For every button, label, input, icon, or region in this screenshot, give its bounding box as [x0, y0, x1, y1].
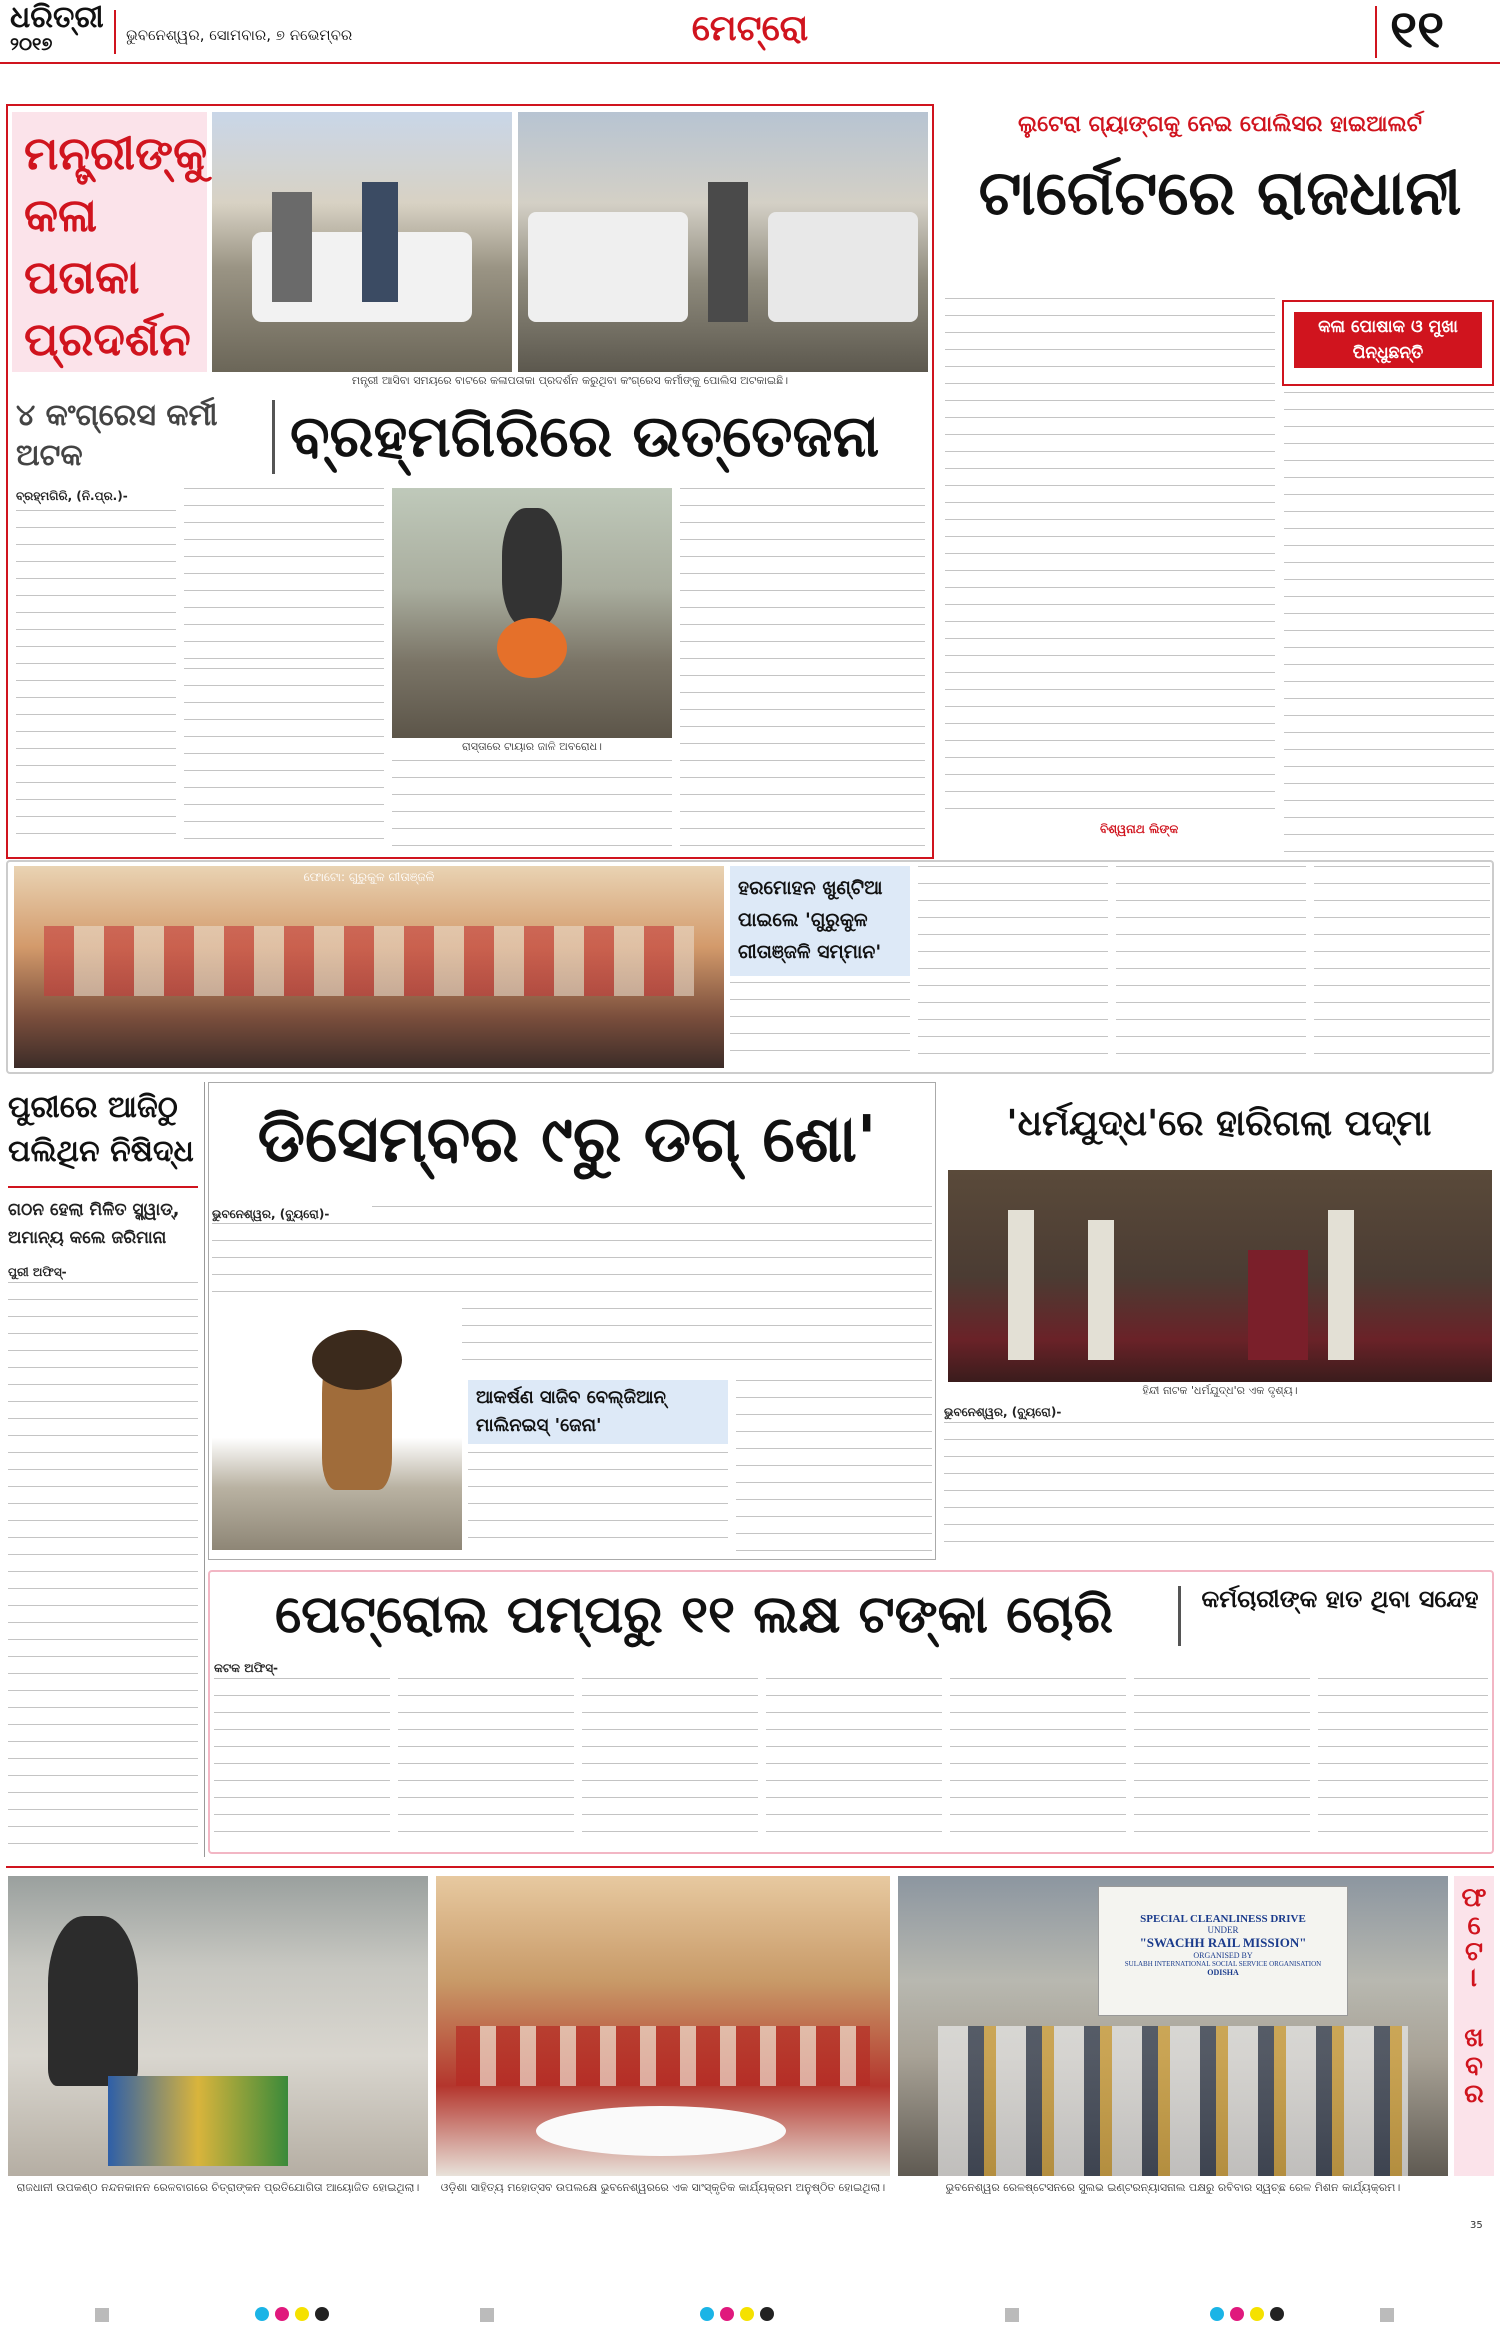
festival-photo: [436, 1876, 890, 2176]
masthead-divider: [114, 10, 116, 54]
page-number: ୧୧: [1390, 0, 1445, 60]
photo-news-label: ଫଟୋ ଖବର: [1460, 1886, 1490, 2110]
story6-body: [944, 1422, 1494, 1556]
gurukul-photo: [14, 866, 724, 1068]
painting-photo: [8, 1876, 428, 2176]
swachh-banner: [1098, 1886, 1348, 2016]
story7-body: [214, 1678, 1488, 1848]
story2-info-box: [1282, 300, 1494, 386]
drama-photo-caption: ହିନ୍ଦୀ ନାଟକ 'ଧର୍ମଯୁଦ୍ଧ'ର ଏକ ଦୃଶ୍ୟ।: [1142, 1384, 1298, 1397]
story3-headline: ହରମୋହନ ଖୁଣ୍ଟିଆ ପାଇଲେ 'ଗୁରୁକୁଳ ଗୀତାଞ୍ଜଳି ସମ୍ମାନ': [738, 877, 883, 963]
sub-kicker: ୪ କଂଗ୍ରେସ କର୍ମୀ ଅଟକ: [16, 398, 218, 473]
story2-kicker: ଲୁଟେରା ଗ୍ୟାଙ୍ଗକୁ ନେଇ ପୋଲିସର ହାଇଆଲର୍ଟ: [1018, 112, 1422, 137]
headline-divider: [272, 400, 275, 474]
story1-column-4: [392, 760, 672, 850]
story2-body-left: [945, 298, 1275, 818]
protest-photo-2: [518, 112, 928, 372]
kicker-box: [12, 112, 207, 372]
story5-headline: ଡିସେମ୍ବର ୯ରୁ ଡଗ୍ ଶୋ': [257, 1103, 877, 1177]
story1-dateline: ବ୍ରହ୍ମଗିରି, (ନି.ପ୍ର.)-: [16, 489, 128, 503]
story7-headline: ପେଟ୍ରୋଲ ପମ୍ପରୁ ୧୧ ଲକ୍ଷ ଟଙ୍କା ଚୋରି: [275, 1585, 1113, 1645]
festival-caption: ଓଡ଼ିଶା ସାହିତ୍ୟ ମହୋତ୍ସବ ଉପଲକ୍ଷେ ଭୁବନେଶ୍ୱରରେ ଏକ ସାଂସ୍କୃତିକ କାର୍ଯ୍ୟକ୍ରମ ଅନୁଷ୍ଠିତ ହୋଇଥିଲା।: [440, 2181, 886, 2194]
story1-column-3: [184, 668, 384, 848]
story6-headline: 'ଧର୍ମଯୁଦ୍ଧ'ରେ ହାରିଗଲା ପଦ୍ମା: [1006, 1103, 1432, 1144]
story3-body-col2: [918, 866, 1108, 1064]
column-divider: [204, 1082, 205, 1857]
dog-inset-title: ଆକର୍ଷଣ ସାଜିବ ବେଲ୍‌ଜିଆନ୍ ମାଲିନଇସ୍ 'ଜେନା': [476, 1387, 666, 1436]
story6-dateline: ଭୁବନେଶ୍ୱର, (ବ୍ୟୁରୋ)-: [944, 1405, 1062, 1419]
dateline: ଭୁବନେଶ୍ୱର, ସୋମବାର, ୭ ନଭେମ୍ବର: [126, 26, 353, 44]
story5-dateline: ଭୁବନେଶ୍ୱର, (ବ୍ୟୁରୋ)-: [212, 1206, 372, 1223]
story4-body: [8, 1282, 198, 1854]
story3-headline-box: [730, 866, 910, 976]
story3-body-col1: [730, 982, 910, 1064]
banner-line-5: SULABH INTERNATIONAL SOCIAL SERVICE ORGANISATION: [1124, 1960, 1322, 1968]
tyre-fire-caption: ରାସ୍ତାରେ ଟାୟାର ଜାଳି ଅବରୋଧ।: [462, 740, 602, 753]
story5-frame: [208, 1082, 936, 1560]
photo-news-label-box: [1454, 1876, 1494, 2176]
story7-side-head: କର୍ମଚାରୀଙ୍କ ହାତ ଥିବା ସନ୍ଦେହ: [1201, 1585, 1479, 1613]
banner-line-2: UNDER: [1207, 1925, 1239, 1935]
drama-photo: [948, 1170, 1492, 1382]
painting-caption: ରାଜଧାନୀ ଉପକଣ୍ଠ ନନ୍ଦନକାନନ ରେଳବାଗରେ ଚିତ୍ରାଙ୍କନ ପ୍ରତିଯୋଗିତା ଆୟୋଜିତ ହୋଇଥିଲା।: [16, 2181, 420, 2194]
kicker-text: ମନ୍ତ୍ରୀଙ୍କୁ କଳା ପତାକା ପ୍ରଦର୍ଶନ: [24, 126, 208, 366]
masthead-divider: [1375, 6, 1377, 58]
story1-headline: ବ୍ରହ୍ମଗିରିରେ ଉତ୍ତେଜନା: [290, 402, 880, 470]
story1-column-5: [680, 488, 925, 848]
story2-headline: ଟାର୍ଗେଟରେ ରାଜଧାନୀ: [978, 156, 1462, 229]
swachh-rail-photo: [898, 1876, 1448, 2176]
newspaper-logo: [10, 2, 110, 60]
print-marks: [0, 2300, 1500, 2330]
story1-column-1-body: [16, 510, 176, 848]
story4-headline: ପୁରୀରେ ଆଜିଠୁ ପଲିଥିନ ନିଷିଦ୍ଧ: [8, 1090, 194, 1169]
protest-photo-caption: ମନ୍ତ୍ରୀ ଆସିବା ସମୟରେ ବାଟରେ କଳାପତାକା ପ୍ରଦର୍ଶନ କରୁଥିବା କଂଗ୍ରେସ କର୍ମୀଙ୍କୁ ପୋଲିସ ଅଟକାଇଛି।: [351, 374, 789, 387]
gurukul-photo-title: ଫୋଟୋ: ଗୁରୁକୁଳ ଗୀତାଞ୍ଜଳି: [303, 870, 435, 884]
tyre-fire-photo: [392, 488, 672, 738]
logo-text: ଧରିତ୍ରୀ: [10, 0, 104, 35]
story1-column-2: [184, 488, 384, 663]
swachh-rail-caption: ଭୁବନେଶ୍ୱର ରେଳଷ୍ଟେସନରେ ସୁଲଭ ଇଣ୍ଟରନ୍ୟାସନାଲ ପକ୍ଷରୁ ରବିବାର ସ୍ୱଚ୍ଛ ରେଳ ମିଶନ କାର୍ଯ୍ୟକ୍ରମ।: [945, 2181, 1401, 2194]
protest-photo-1: [212, 112, 512, 372]
story2-byline: ବିଶ୍ୱନାଥ ଲିଙ୍କ: [1100, 822, 1179, 836]
banner-line-3: "SWACHH RAIL MISSION": [1139, 1935, 1307, 1950]
banner-line-6: ODISHA: [1207, 1968, 1239, 1977]
story2-body-right: [1284, 392, 1494, 852]
story4-rule: [8, 1186, 198, 1188]
logo-year: ୨୦୧୭: [10, 34, 53, 55]
story4-dateline: ପୁରୀ ଅଫିସ୍-: [8, 1265, 67, 1279]
info-box-title: କଳା ପୋଷାକ ଓ ମୁଖା ପିନ୍ଧୁଛନ୍ତି: [1294, 312, 1482, 368]
story4-subhead: ଗଠନ ହେଲା ମିଳିତ ସ୍କ୍ୱାଡ୍, ଅମାନ୍ୟ କଲେ ଜରିମାନା: [8, 1200, 180, 1248]
photo-row-rule: [6, 1866, 1494, 1868]
headline-divider: [1178, 1586, 1181, 1646]
folio: 35: [1470, 2220, 1483, 2231]
story3-body-col3: [1116, 866, 1306, 1064]
banner-line-1: SPECIAL CLEANLINESS DRIVE: [1140, 1913, 1306, 1925]
masthead: [0, 0, 1500, 64]
banner-line-4: ORGANISED BY: [1193, 1951, 1253, 1960]
story7-dateline: କଟକ ଅଫିସ୍-: [214, 1661, 279, 1675]
story3-body-col4: [1314, 866, 1490, 1064]
section-title: ମେଟ୍ରୋ: [691, 8, 809, 49]
